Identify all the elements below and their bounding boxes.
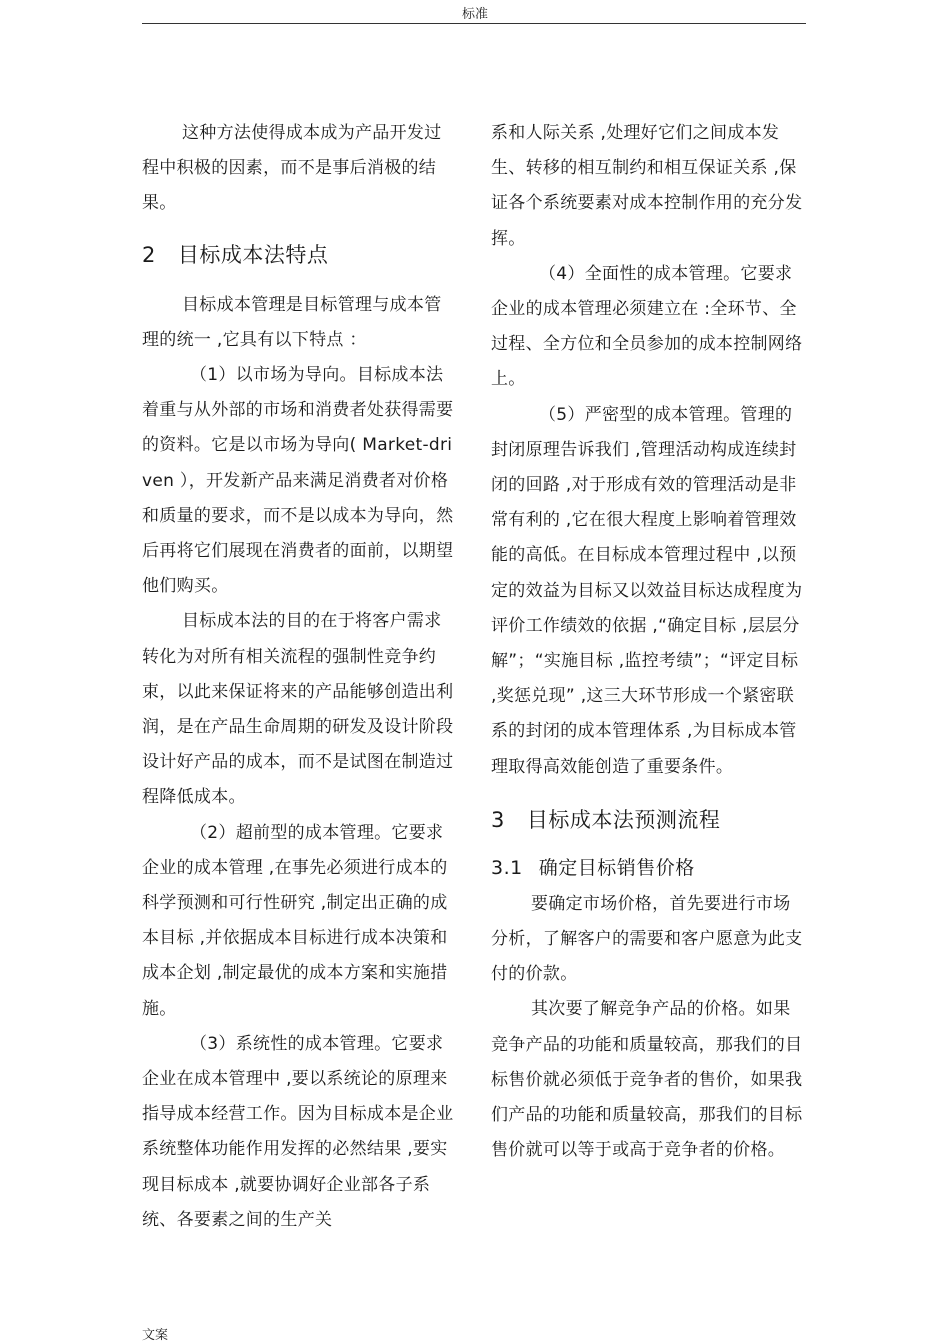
paragraph: 其次要了解竞争产品的价格。如果竞争产品的功能和质量较高，那我们的目标售价就必须低于竞争者的售价，如果我们产品的功能和质量较高，那我们的目标售价就可以等于或高于竞争者的价格。 — [491, 999, 803, 1161]
right-column — [491, 116, 803, 1168]
subsection-heading — [491, 853, 803, 883]
paragraph: （1）以市场为导向。目标成本法着重与从外部的市场和消费者处获得需要的资料。它是以市场为导向( Market-driven ），开发新产品来满足消费者对价格和质量的要求，而不是以成本为导向，然后再将它们展现在消费者的面前，以期望他们购买。 — [142, 365, 454, 597]
section-title: 目标成本法预测流程 — [526, 807, 721, 832]
paragraph: （3）系统性的成本管理。它要求企业在成本管理中 ,要以系统论的原理来指导成本经营工作。因为目标成本是企业系统整体功能作用发挥的必然结果 ,要实现目标成本 ,就要协调好企业部各子系统、各要素之间的生产关 — [142, 1033, 454, 1230]
paragraph: 目标成本法的目的在于将客户需求转化为对所有相关流程的强制性竞争约束，以此来保证将来的产品能够创造出利润，是在产品生命周期的研发及设计阶段设计好产品的成本，而不是试图在制造过程降低成本。 — [142, 611, 454, 808]
left-column — [142, 116, 454, 1238]
paragraph: （4）全面性的成本管理。它要求企业的成本管理必须建立在 :全环节、全过程、全方位和全员参加的成本控制网络上。 — [491, 263, 803, 390]
paragraph: 这种方法使得成本成为产品开发过程中积极的因素，而不是事后消极的结果。 — [142, 123, 442, 214]
section-title: 目标成本法特点 — [177, 242, 329, 267]
paragraph: （2）超前型的成本管理。它要求企业的成本管理 ,在事先必须进行成本的科学预测和可行性研究 ,制定出正确的成本目标 ,并依据成本目标进行成本决策和成本企划 ,制定最优的成本方案和实施措施。 — [142, 822, 448, 1019]
page-header: 标准 — [461, 7, 488, 22]
paragraph: 目标成本管理是目标管理与成本管理的统一 ,它具有以下特点 ： — [142, 294, 442, 350]
section-heading-3 — [491, 805, 803, 835]
paragraph: 要确定市场价格，首先要进行市场分析，了解客户的需要和客户愿意为此支付的价款。 — [491, 893, 803, 985]
section-number: 3 — [491, 807, 505, 832]
subsection-number: 3.1 — [491, 856, 523, 879]
section-heading-2 — [142, 240, 454, 270]
paragraph: 系和人际关系 ,处理好它们之间成本发生、转移的相互制约和相互保证关系 ,保证各个系统要素对成本控制作用的充分发挥。 — [491, 123, 803, 249]
paragraph: （5）严密型的成本管理。管理的封闭原理告诉我们 ,管理活动构成连续封闭的回路 ,对于形成有效的管理活动是非常有利的 ,它在很大程度上影响着管理效能的高低。在目标成本管理过程中 ,以预定的效益为目标又以效益目标达成程度为评价工作绩效的依据 ,“确定目标 ,层层分解”；“实施目标 ,监控考绩”；“评定目标 ,奖惩兑现” ,这三大环节形成一个紧密联系的封闭的成本管理体系 ,为目标成本管理取得高效能创造了重要条件。 — [491, 404, 803, 777]
header-rule — [142, 23, 806, 24]
section-number: 2 — [142, 242, 156, 267]
subsection-title: 确定目标销售价格 — [538, 856, 695, 879]
page-footer: 文案 — [142, 1328, 169, 1343]
